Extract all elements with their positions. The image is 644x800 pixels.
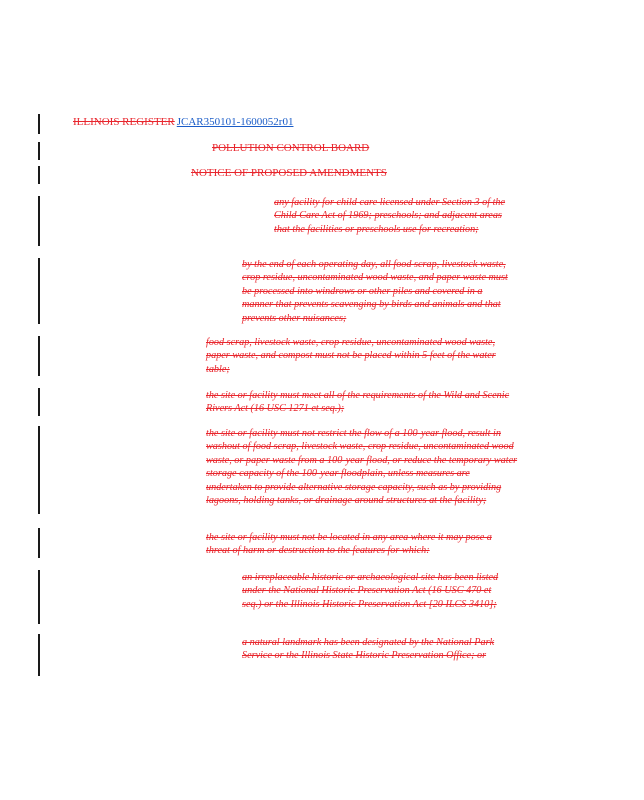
change-bar xyxy=(38,336,40,376)
register-title: ILLINOIS REGISTER xyxy=(73,116,175,128)
change-bar xyxy=(38,388,40,416)
paragraph-historic-site: an irreplaceable historic or archaeological site has been listed under the National Historic Preservation Act (16 USC 470 et seq.) or the Illinois Historic Preservation Act [20 ILCS 3410]; xyxy=(242,572,499,610)
change-bar xyxy=(38,528,40,558)
change-bar xyxy=(38,634,40,676)
change-bar xyxy=(38,166,40,184)
document-code: JCAR350101-1600052r01 xyxy=(176,116,294,128)
change-bar xyxy=(38,426,40,514)
paragraph-wild-scenic-rivers: the site or facility must meet all of the requirements of the Wild and Scenic Rivers Act (16 USC 1271 et seq.); xyxy=(206,390,510,415)
board-title: POLLUTION CONTROL BOARD xyxy=(212,142,370,154)
paragraph-child-care: any facility for child care licensed under Section 3 of the Child Care Act of 1969; preschools; and adjacent areas that the facilities or preschools use for recreation; xyxy=(274,197,506,235)
change-bar xyxy=(38,114,40,134)
paragraph-threat-features: the site or facility must not be located in any area where it may pose a threat of harm or destruction to the features for which: xyxy=(206,532,492,557)
paragraph-daily-processing: by the end of each operating day, all food scrap, livestock waste, crop residue, uncontaminated wood waste, and paper waste must be processed into windrows or other piles and covered in a manner that prevents scavenging by birds and animals and that prevents other nuisances; xyxy=(242,259,508,324)
paragraph-water-table: food scrap, livestock waste, crop residue, uncontaminated wood waste, paper waste, and compost must not be placed within 5 feet of the water table; xyxy=(206,337,496,375)
change-bar xyxy=(38,570,40,624)
paragraph-floodplain: the site or facility must not restrict the flow of a 100-year flood, result in washout of food scrap, livestock waste, crop residue, uncontaminated wood waste, or paper waste from a 100-year flood, or reduce the temporary water storage capacity of the 100-year floodplain, unless measures are undertaken to provide alternative storage capacity, such as by providing lagoons, holding tanks, or drainage around structures at the facility; xyxy=(206,428,518,507)
change-bar xyxy=(38,196,40,246)
change-bar xyxy=(38,142,40,160)
change-bar xyxy=(38,258,40,324)
paragraph-natural-landmark: a natural landmark has been designated by the National Park Service or the Illinois State Historic Preservation Office; or xyxy=(242,637,495,662)
notice-title: NOTICE OF PROPOSED AMENDMENTS xyxy=(191,167,387,179)
register-header xyxy=(73,116,293,128)
